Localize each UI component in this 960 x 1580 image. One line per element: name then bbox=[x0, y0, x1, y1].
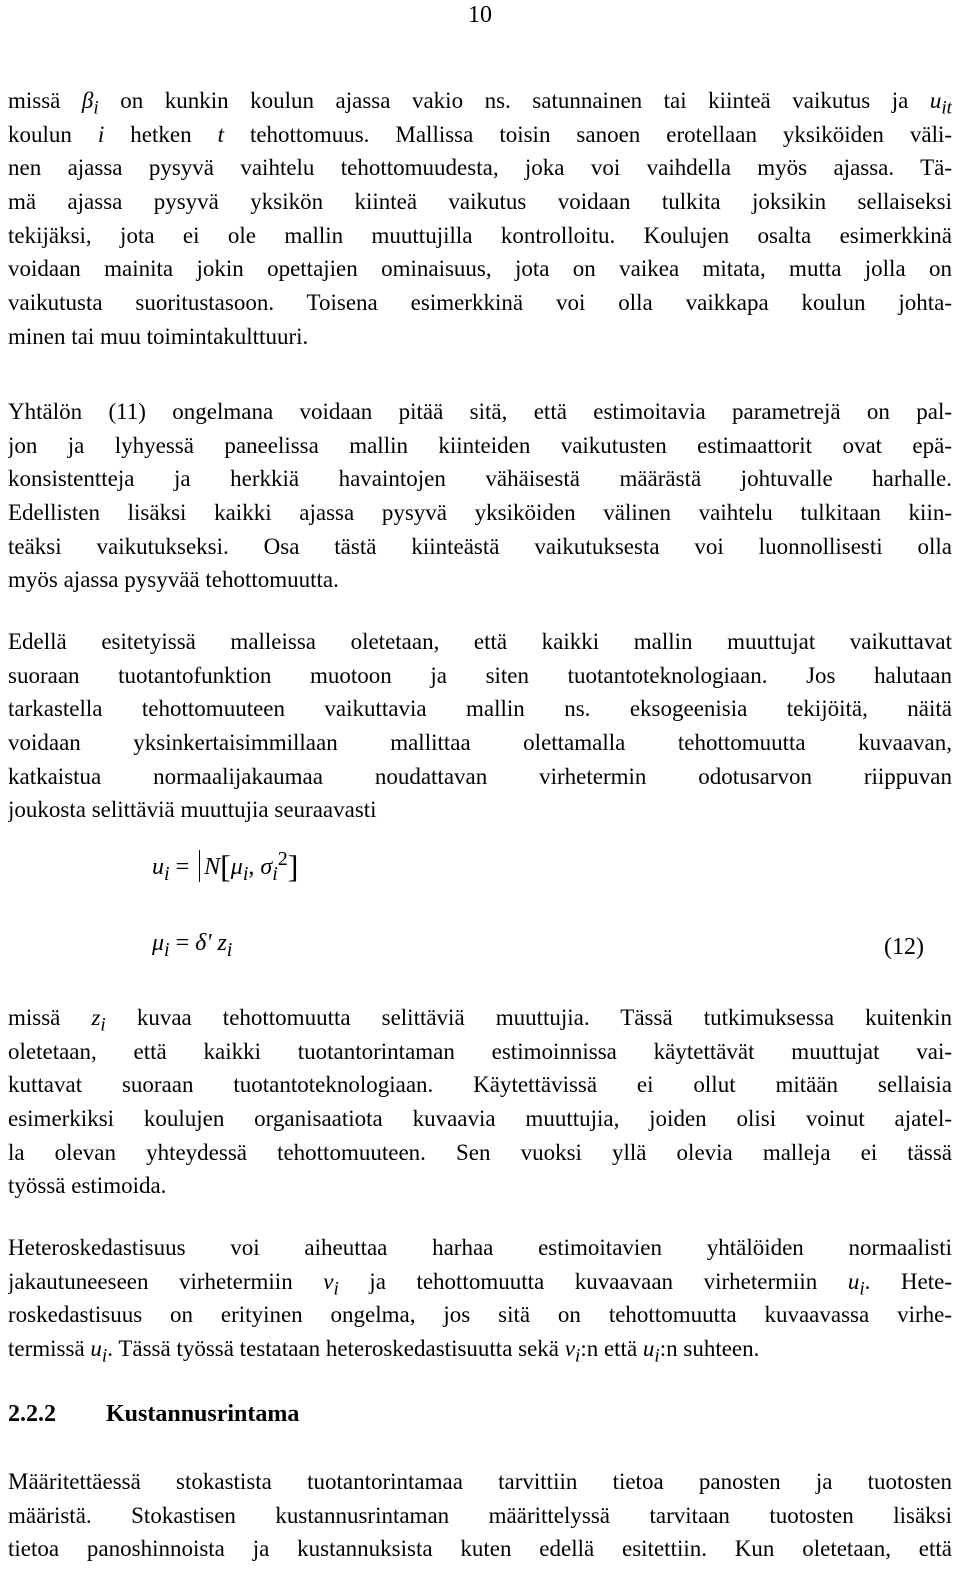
eq-symbol: μ bbox=[230, 854, 243, 880]
text-line: teäksi vaikutukseksi. Osa tästä kiinteästä vaikutuksesta voi luonnollisesti olla bbox=[8, 533, 952, 559]
text-line: mä ajassa pysyvä yksikön kiinteä vaikutus voidaan tulkita joksikin sellaiseksi bbox=[8, 189, 952, 215]
eq-subscript: i bbox=[226, 938, 233, 961]
paragraph-5 bbox=[8, 1231, 952, 1366]
eq-symbol: σ bbox=[260, 854, 273, 880]
subscript: i bbox=[93, 97, 99, 118]
text-run: :n että bbox=[580, 1336, 643, 1362]
text-run: ja tehottomuutta kuvaavaan virhetermiin bbox=[338, 1268, 848, 1294]
text-run: . Tässä työssä testataan heteroskedastisuutta sekä bbox=[107, 1336, 565, 1362]
text-line bbox=[8, 1332, 952, 1366]
text-line bbox=[8, 1265, 952, 1299]
equation-u bbox=[152, 848, 298, 886]
eq-bracket: [ bbox=[220, 848, 231, 884]
text-line: tekijäksi, jota ei ole mallin muuttujilla kontrolloitu. Koulujen osalta esimerkkinä bbox=[8, 222, 952, 248]
text-run: . Hete- bbox=[864, 1268, 952, 1294]
text-line: kuttavat suoraan tuotantoteknologiaan. Käytettävissä ei ollut mitään sellaisia bbox=[8, 1072, 952, 1098]
u-symbol: u bbox=[929, 88, 942, 113]
abs-bar bbox=[199, 850, 200, 882]
paragraph-1 bbox=[8, 84, 952, 354]
section-number: 2.2.2 bbox=[8, 1401, 56, 1427]
text-line: Määritettäessä stokastista tuotantorintamaa tarvittiin tietoa panosten ja tuotosten bbox=[8, 1469, 952, 1494]
text-run: termissä bbox=[8, 1336, 91, 1362]
text-run: koulun bbox=[8, 121, 98, 147]
v-symbol: v bbox=[564, 1336, 575, 1362]
u-symbol: u bbox=[847, 1268, 860, 1294]
text-line: voidaan yksinkertaisimmillaan mallittaa olettamalla tehottomuutta kuvaavan, bbox=[8, 730, 952, 756]
text-line: vaikutusta suoritustasoon. Toisena esimerkkinä voi olla vaikkapa koulun johta- bbox=[8, 290, 952, 316]
text-line: esimerkiksi koulujen organisaatiota kuvaavia muuttujia, joiden olisi voinut ajatel- bbox=[8, 1106, 952, 1132]
subscript: i bbox=[654, 1345, 660, 1366]
text-line: Edellisten lisäksi kaikki ajassa pysyvä yksiköiden välinen vaihtelu tulkitaan kiin- bbox=[8, 500, 952, 526]
text-line: roskedastisuus on erityinen ongelma, jos sitä on tehottomuutta kuvaavassa virhe- bbox=[8, 1302, 952, 1328]
eq-symbol: μ bbox=[152, 930, 165, 956]
text-run: hetken bbox=[104, 121, 218, 147]
text-line bbox=[8, 1001, 952, 1035]
text-run: missä bbox=[8, 1005, 92, 1030]
text-run: missä bbox=[8, 88, 82, 113]
eq-subscript: i bbox=[242, 862, 249, 885]
text-line: tietoa panoshinnoista ja kustannuksista kuten edellä esitettiin. Kun oletetaan, että bbox=[8, 1536, 952, 1562]
text-line: konsistentteja ja herkkiä havaintojen vähäisestä määrästä johtuvalle harhalle. bbox=[8, 466, 952, 492]
eq-subscript: i bbox=[272, 862, 278, 885]
eq-equals: = bbox=[175, 930, 190, 956]
eq-symbol: N bbox=[204, 854, 221, 880]
paragraph-3 bbox=[8, 625, 952, 827]
subscript: it bbox=[941, 97, 952, 118]
u-symbol: u bbox=[90, 1336, 102, 1362]
subscript: i bbox=[333, 1278, 339, 1299]
text-run: :n suhteen. bbox=[659, 1336, 760, 1362]
text-line bbox=[8, 118, 952, 152]
eq-subscript: i bbox=[164, 862, 170, 885]
text-run: tehottomuus. Mallissa toisin sanoen erotellaan yksiköiden väli- bbox=[223, 121, 952, 147]
eq-symbol: z bbox=[217, 930, 227, 956]
equation-number: (12) bbox=[884, 934, 924, 960]
text-line: Edellä esitetyissä malleissa oletetaan, että kaikki mallin muuttujat vaikuttavat bbox=[8, 629, 952, 654]
text-line: Heteroskedastisuus voi aiheuttaa harhaa estimoitavien yhtälöiden normaalisti bbox=[8, 1235, 952, 1260]
paragraph-6 bbox=[8, 1465, 952, 1566]
text-line: joukosta selittäviä muuttujia seuraavasti bbox=[8, 797, 377, 823]
eq-superscript: 2 bbox=[277, 848, 288, 870]
text-line: la olevan yhteydessä tehottomuuteen. Sen vuoksi yllä olevia malleja ei tässä bbox=[8, 1139, 952, 1165]
page-number: 10 bbox=[468, 2, 492, 28]
text-line: oletetaan, että kaikki tuotantorintaman estimoinnissa käytettävät muuttujat vai- bbox=[8, 1038, 952, 1064]
eq-bracket: ] bbox=[287, 848, 299, 884]
v-symbol: v bbox=[323, 1268, 334, 1294]
text-line: minen tai muu toimintakulttuuri. bbox=[8, 323, 309, 349]
t-symbol: t bbox=[217, 121, 224, 147]
i-symbol: i bbox=[97, 121, 105, 147]
eq-comma: , bbox=[248, 854, 255, 880]
eq-subscript: i bbox=[164, 938, 170, 961]
text-line: määristä. Stokastisen kustannusrintaman määrittelyssä tarvitaan tuotosten lisäksi bbox=[8, 1502, 952, 1528]
text-run: on kunkin koulun ajassa vakio ns. satunnainen tai kiinteä vaikutus ja bbox=[98, 88, 930, 113]
paragraph-4 bbox=[8, 1001, 952, 1203]
z-symbol: z bbox=[91, 1005, 101, 1030]
text-line: nen ajassa pysyvä vaihtelu tehottomuudesta, joka voi vaihdella myös ajassa. Tä- bbox=[8, 155, 952, 181]
section-title: Kustannusrintama bbox=[106, 1401, 300, 1427]
subscript: i bbox=[101, 1345, 108, 1366]
text-run: jakautuneeseen virhetermiin bbox=[8, 1268, 324, 1294]
text-line: voidaan mainita jokin opettajien ominaisuus, jota on vaikea mitata, mutta jolla on bbox=[8, 256, 952, 282]
text-line: myös ajassa pysyvää tehottomuutta. bbox=[8, 567, 339, 593]
subscript: i bbox=[100, 1014, 106, 1035]
text-line: Yhtälön (11) ongelmana voidaan pitää sitä, että estimoitavia parametrejä on pal- bbox=[8, 399, 952, 424]
subscript: i bbox=[574, 1345, 581, 1366]
paragraph-2 bbox=[8, 395, 952, 597]
text-line: suoraan tuotantofunktion muotoon ja siten tuotantoteknologiaan. Jos halutaan bbox=[8, 662, 952, 688]
subscript: i bbox=[859, 1278, 865, 1299]
eq-symbol: u bbox=[152, 854, 164, 880]
u-symbol: u bbox=[642, 1336, 655, 1362]
text-line: työssä estimoida. bbox=[8, 1173, 167, 1199]
text-line: tarkastella tehottomuuteen vaikuttavia mallin ns. eksogeenisia tekijöitä, näitä bbox=[8, 696, 952, 722]
text-run: kuvaa tehottomuutta selittäviä muuttujia. Tässä tutkimuksessa kuitenkin bbox=[105, 1005, 952, 1030]
text-line: katkaistua normaalijakaumaa noudattavan virhetermin odotusarvon riippuvan bbox=[8, 763, 952, 789]
section-heading bbox=[8, 1401, 299, 1428]
text-line: jon ja lyhyessä paneelissa mallin kiinteiden vaikutusten estimaattorit ovat epä- bbox=[8, 432, 952, 458]
eq-symbol: δ' bbox=[195, 930, 212, 956]
equation-mu bbox=[152, 930, 232, 962]
text-line bbox=[8, 84, 952, 118]
beta-symbol: β bbox=[81, 88, 94, 113]
eq-equals: = bbox=[175, 854, 190, 880]
